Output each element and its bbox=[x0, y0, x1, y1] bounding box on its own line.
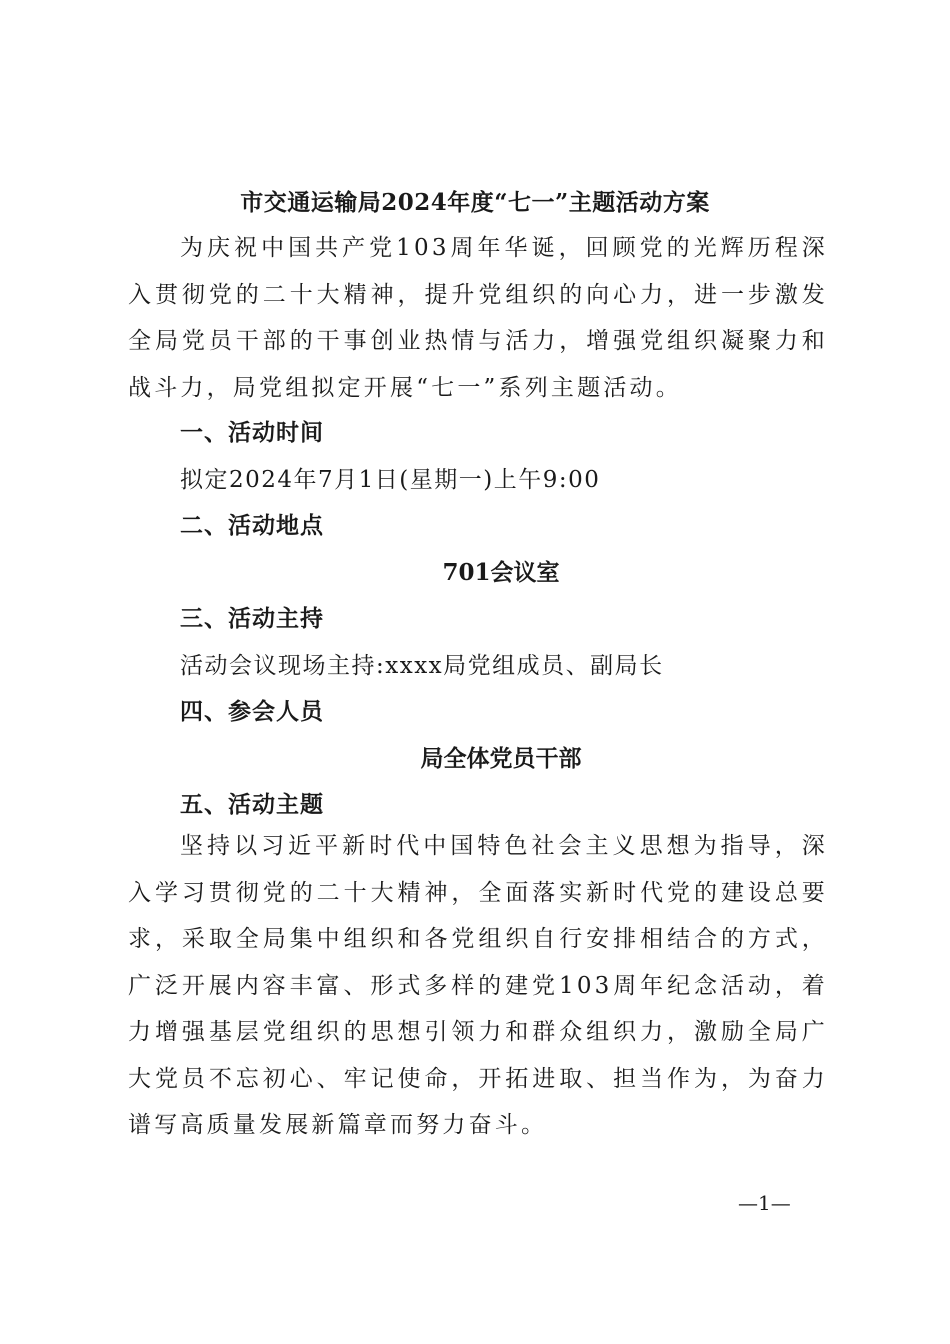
section-heading-host: 三、活动主持 bbox=[180, 606, 324, 632]
section-heading-location: 二、活动地点 bbox=[180, 513, 324, 539]
intro-paragraph: 为庆祝中国共产党103周年华诞，回顾党的光辉历程深入贯彻党的二十大精神，提升党组织的向心力，进一步激发全局党员干部的干事创业热情与活力，增强党组织凝聚力和战斗力，局党组拟定开展“七一”系列主题活动。 bbox=[128, 235, 828, 401]
section-heading-theme: 五、活动主题 bbox=[180, 792, 324, 818]
section-content-time: 拟定2024年7月1日(星期一)上午9:00 bbox=[180, 467, 601, 493]
section-heading-attendees: 四、参会人员 bbox=[180, 699, 324, 725]
section-content-location: 701会议室 bbox=[442, 559, 560, 586]
section-heading-time: 一、活动时间 bbox=[180, 420, 324, 446]
section-content-theme: 坚持以习近平新时代中国特色社会主义思想为指导，深入学习贯彻党的二十大精神，全面落实新时代党的建设总要求，采取全局集中组织和各党组织自行安排相结合的方式，广泛开展内容丰富、形式多样的建党103周年纪念活动，着力增强基层党组织的思想引领力和群众组织力，激励全局广大党员不忘初心、牢记使命，开拓进取、担当作为，为奋力谱写高质量发展新篇章而努力奋斗。 bbox=[128, 833, 828, 1138]
section-content-host: 活动会议现场主持:xxxx局党组成员、副局长 bbox=[180, 653, 664, 679]
document-title: 市交通运输局2024年度“七一”主题活动方案 bbox=[240, 189, 710, 216]
section-content-attendees: 局全体党员干部 bbox=[420, 745, 582, 772]
page-number: —1— bbox=[738, 1191, 791, 1215]
